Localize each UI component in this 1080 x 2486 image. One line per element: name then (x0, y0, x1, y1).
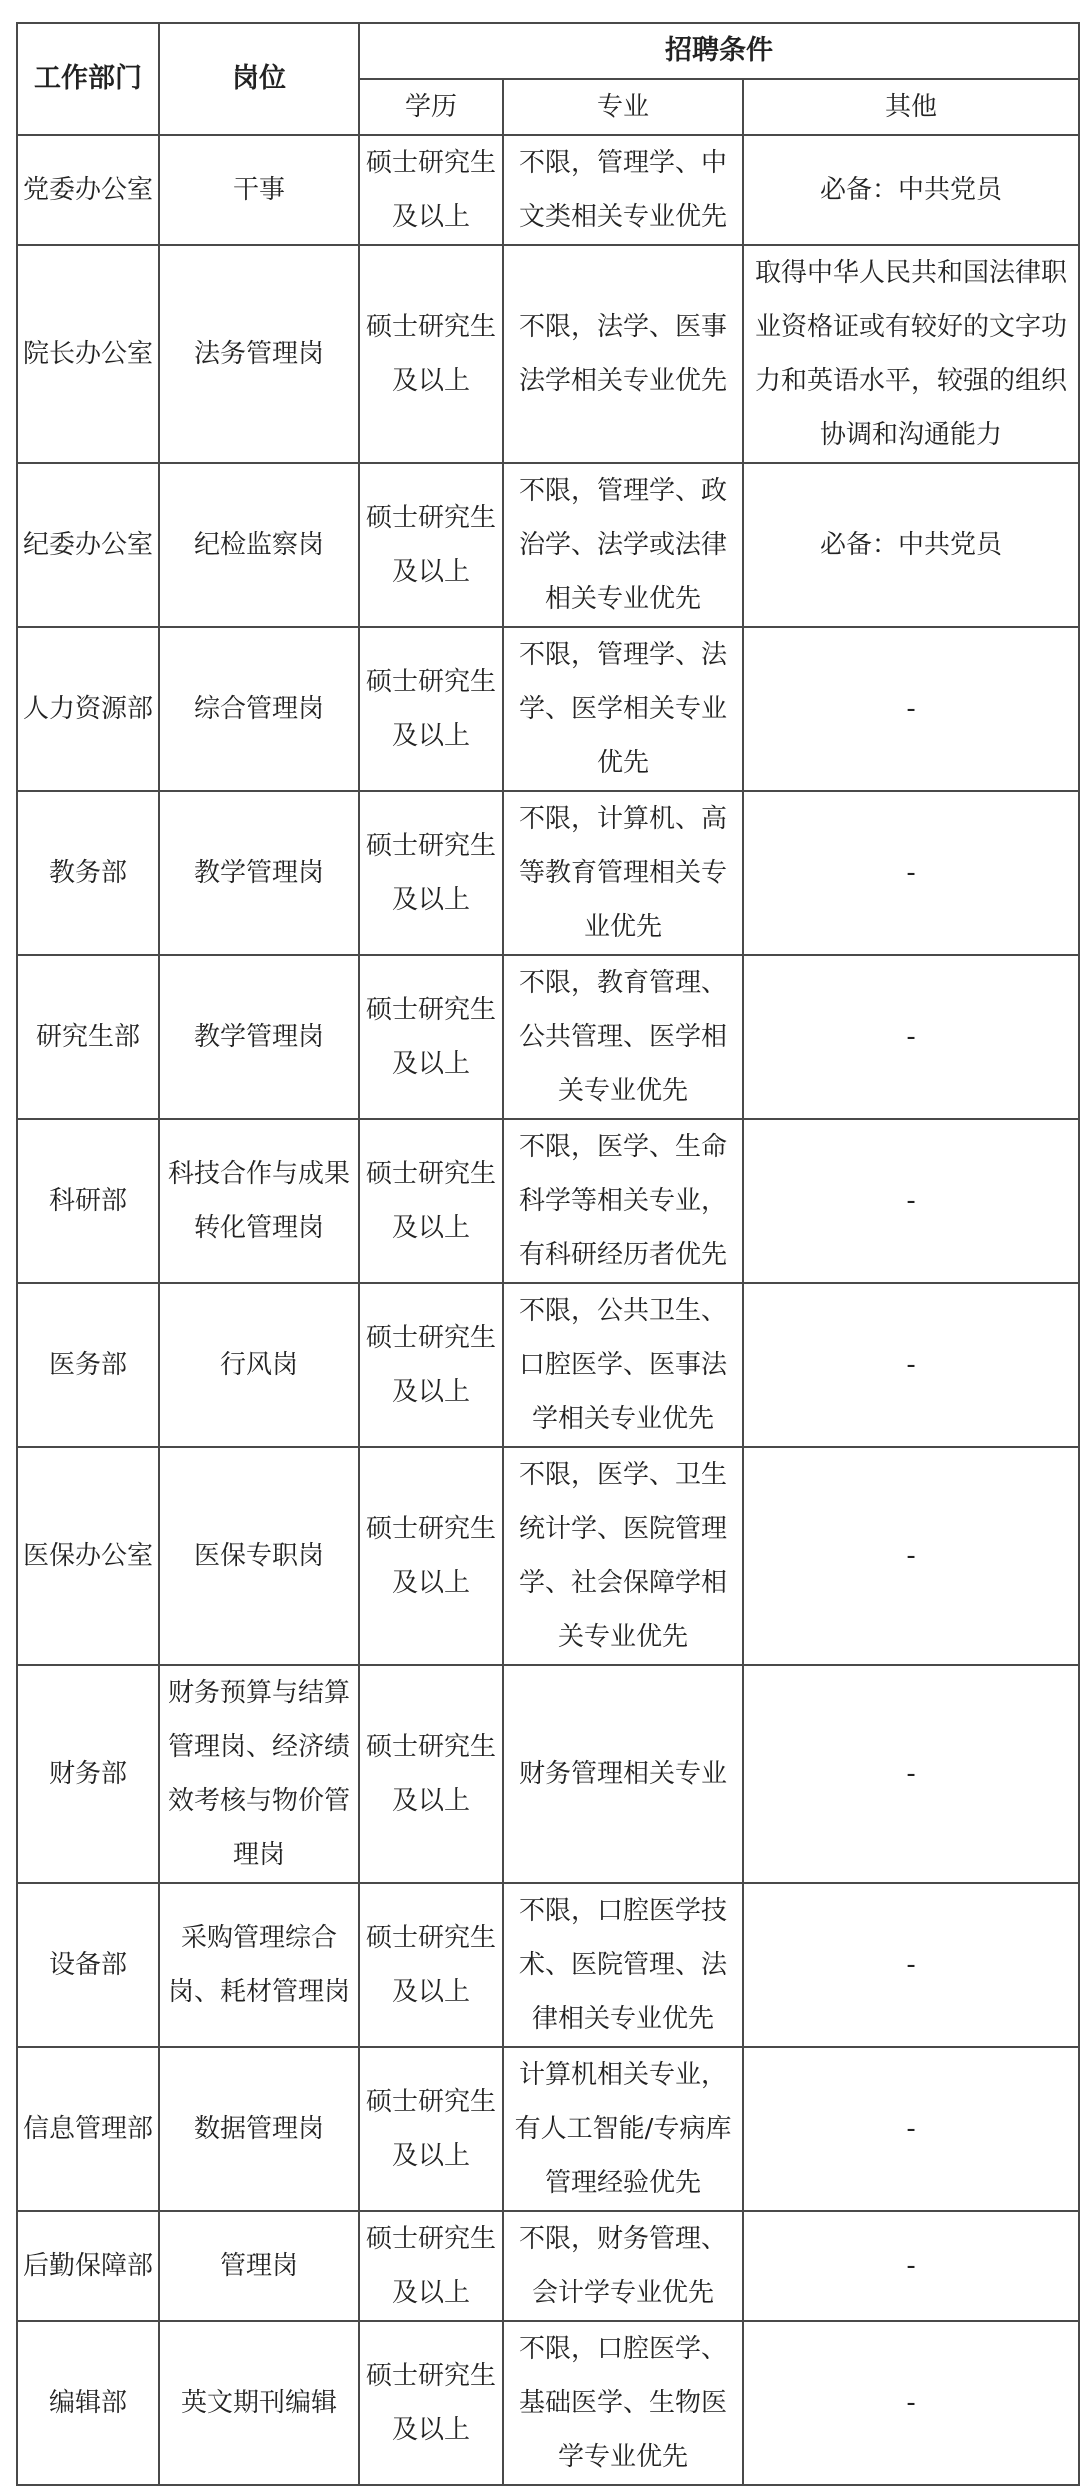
cell-major: 不限，管理学、政治学、法学或法律相关专业优先 (503, 463, 743, 627)
table-row (17, 1447, 1079, 1665)
cell-education: 硕士研究生及以上 (359, 1283, 503, 1447)
cell-other: 取得中华人民共和国法律职业资格证或有较好的文字功力和英语水平，较强的组织协调和沟通能力 (743, 245, 1079, 463)
cell-dept: 信息管理部 (17, 2047, 159, 2211)
cell-dept: 医务部 (17, 1283, 159, 1447)
cell-education: 硕士研究生及以上 (359, 135, 503, 245)
cell-dept: 党委办公室 (17, 135, 159, 245)
cell-education: 硕士研究生及以上 (359, 1883, 503, 2047)
header-education: 学历 (359, 79, 503, 135)
cell-major: 不限，管理学、法学、医学相关专业优先 (503, 627, 743, 791)
cell-other: - (743, 1283, 1079, 1447)
cell-dept: 科研部 (17, 1119, 159, 1283)
table-row (17, 1119, 1079, 1283)
recruitment-table (16, 22, 1080, 2486)
cell-position: 行风岗 (159, 1283, 359, 1447)
cell-position: 数据管理岗 (159, 2047, 359, 2211)
cell-dept: 编辑部 (17, 2321, 159, 2485)
cell-education: 硕士研究生及以上 (359, 1119, 503, 1283)
cell-other: 必备：中共党员 (743, 135, 1079, 245)
cell-education: 硕士研究生及以上 (359, 2321, 503, 2485)
cell-major: 不限，医学、生命科学等相关专业，有科研经历者优先 (503, 1119, 743, 1283)
header-position: 岗位 (159, 23, 359, 135)
cell-position: 纪检监察岗 (159, 463, 359, 627)
cell-education: 硕士研究生及以上 (359, 627, 503, 791)
cell-major: 不限，口腔医学、基础医学、生物医学专业优先 (503, 2321, 743, 2485)
cell-dept: 医保办公室 (17, 1447, 159, 1665)
table-row (17, 135, 1079, 245)
cell-other: - (743, 1665, 1079, 1883)
table-row (17, 2321, 1079, 2485)
cell-major: 不限，法学、医事法学相关专业优先 (503, 245, 743, 463)
cell-major: 不限，管理学、中文类相关专业优先 (503, 135, 743, 245)
cell-dept: 纪委办公室 (17, 463, 159, 627)
cell-major: 不限，公共卫生、口腔医学、医事法学相关专业优先 (503, 1283, 743, 1447)
cell-education: 硕士研究生及以上 (359, 955, 503, 1119)
table-row (17, 627, 1079, 791)
cell-education: 硕士研究生及以上 (359, 1665, 503, 1883)
cell-other: - (743, 1883, 1079, 2047)
cell-other: - (743, 2321, 1079, 2485)
cell-major: 不限，财务管理、会计学专业优先 (503, 2211, 743, 2321)
cell-position: 采购管理综合岗、耗材管理岗 (159, 1883, 359, 2047)
cell-other: - (743, 1119, 1079, 1283)
cell-position: 科技合作与成果转化管理岗 (159, 1119, 359, 1283)
header-major: 专业 (503, 79, 743, 135)
cell-education: 硕士研究生及以上 (359, 463, 503, 627)
cell-education: 硕士研究生及以上 (359, 245, 503, 463)
cell-position: 财务预算与结算管理岗、经济绩效考核与物价管理岗 (159, 1665, 359, 1883)
cell-major: 不限，医学、卫生统计学、医院管理学、社会保障学相关专业优先 (503, 1447, 743, 1665)
table-row (17, 2047, 1079, 2211)
cell-other: - (743, 955, 1079, 1119)
table-row (17, 791, 1079, 955)
cell-position: 综合管理岗 (159, 627, 359, 791)
cell-dept: 教务部 (17, 791, 159, 955)
cell-position: 英文期刊编辑 (159, 2321, 359, 2485)
cell-dept: 设备部 (17, 1883, 159, 2047)
cell-other: - (743, 791, 1079, 955)
cell-education: 硕士研究生及以上 (359, 2211, 503, 2321)
cell-dept: 人力资源部 (17, 627, 159, 791)
cell-other: - (743, 2211, 1079, 2321)
header-other: 其他 (743, 79, 1079, 135)
table-row (17, 245, 1079, 463)
cell-other: - (743, 1447, 1079, 1665)
cell-major: 不限，口腔医学技术、医院管理、法律相关专业优先 (503, 1883, 743, 2047)
cell-major: 不限，教育管理、公共管理、医学相关专业优先 (503, 955, 743, 1119)
cell-position: 教学管理岗 (159, 791, 359, 955)
table-row (17, 1883, 1079, 2047)
cell-dept: 研究生部 (17, 955, 159, 1119)
table-row (17, 2211, 1079, 2321)
cell-other: - (743, 627, 1079, 791)
cell-other: - (743, 2047, 1079, 2211)
cell-position: 教学管理岗 (159, 955, 359, 1119)
cell-education: 硕士研究生及以上 (359, 2047, 503, 2211)
table-row (17, 1283, 1079, 1447)
cell-dept: 财务部 (17, 1665, 159, 1883)
table-row (17, 463, 1079, 627)
cell-education: 硕士研究生及以上 (359, 1447, 503, 1665)
cell-dept: 院长办公室 (17, 245, 159, 463)
table-body (17, 135, 1079, 2485)
cell-major: 计算机相关专业，有人工智能/专病库管理经验优先 (503, 2047, 743, 2211)
cell-position: 法务管理岗 (159, 245, 359, 463)
cell-education: 硕士研究生及以上 (359, 791, 503, 955)
table-row (17, 955, 1079, 1119)
header-dept: 工作部门 (17, 23, 159, 135)
cell-major: 不限，计算机、高等教育管理相关专业优先 (503, 791, 743, 955)
cell-dept: 后勤保障部 (17, 2211, 159, 2321)
table-row (17, 1665, 1079, 1883)
cell-major: 财务管理相关专业 (503, 1665, 743, 1883)
cell-position: 医保专职岗 (159, 1447, 359, 1665)
cell-position: 干事 (159, 135, 359, 245)
cell-other: 必备：中共党员 (743, 463, 1079, 627)
header-conditions: 招聘条件 (359, 23, 1079, 79)
cell-position: 管理岗 (159, 2211, 359, 2321)
